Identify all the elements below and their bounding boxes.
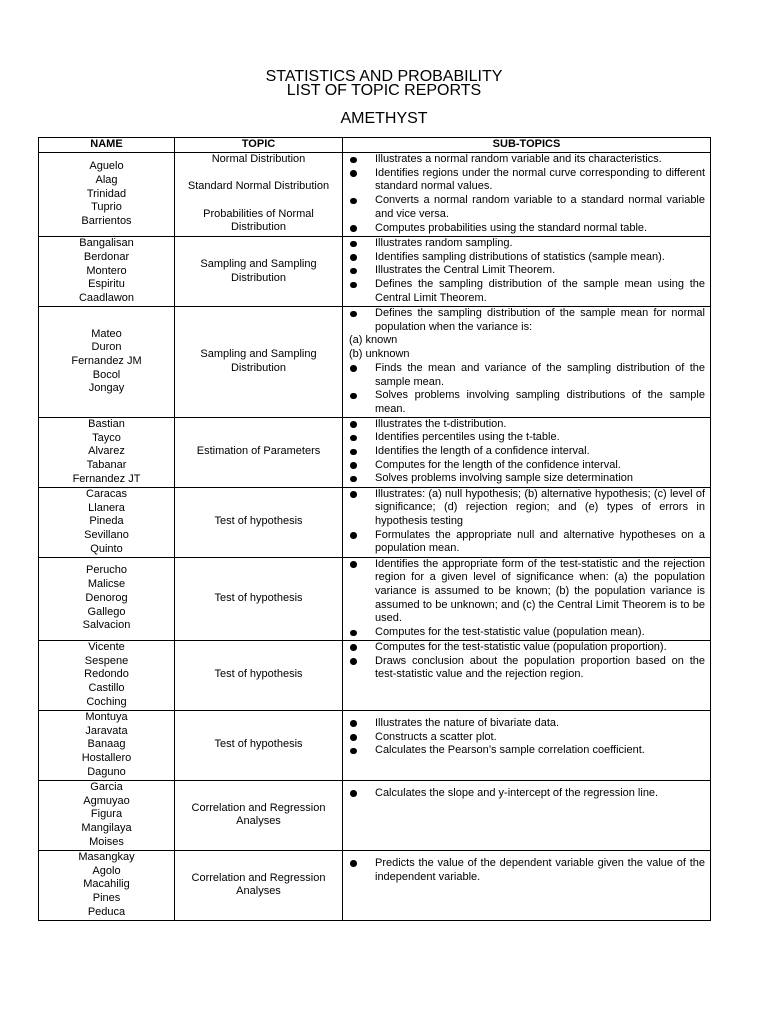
sub-topic-item: [343, 348, 705, 362]
student-name: Bocol: [92, 368, 121, 381]
student-name: Tabanar: [86, 458, 127, 471]
topic-cell: [175, 710, 343, 780]
sub-topic-item: [343, 389, 705, 416]
topic-text: Analyses: [236, 885, 281, 898]
sub-topic-text: Illustrates a normal random variable and its characteristics.: [375, 153, 662, 165]
sub-topic-text: Illustrates: (a) null hypothesis; (b) alternative hypothesis; (c) level of significance; (d) rejection region; and (e) types of errors in hypothesis testing: [375, 487, 705, 528]
student-name: Tayco: [92, 431, 121, 444]
student-name: Trinidad: [86, 187, 127, 200]
student-name: Pineda: [89, 515, 124, 528]
bullet-icon: [343, 731, 375, 745]
table-row: [39, 710, 711, 780]
sub-topic-item: [343, 334, 705, 348]
student-name: Denorog: [85, 591, 128, 604]
sub-topic-item: [343, 418, 705, 432]
student-name: Hostallero: [81, 752, 132, 765]
bullet-icon: [343, 194, 375, 221]
topic-cell: [175, 850, 343, 920]
student-name: Jongay: [88, 382, 125, 395]
names-cell: [39, 780, 175, 850]
topic-cell: [175, 487, 343, 557]
names-cell: [39, 557, 175, 640]
student-name: Sespene: [84, 654, 129, 667]
sub-topic-item: [343, 167, 705, 194]
sub-topics-cell: [343, 780, 711, 850]
topic-reports-table: [38, 137, 711, 921]
bullet-icon: [343, 278, 375, 305]
topic-cell: [175, 237, 343, 307]
topic-text: Distribution: [230, 221, 287, 234]
sub-topic-item: [343, 222, 705, 236]
sub-topic-item: [343, 362, 705, 389]
student-name: Agmuyao: [83, 794, 130, 807]
sub-topic-text: Solves problems involving sample size determination: [375, 472, 634, 485]
student-name: Daguno: [87, 765, 126, 778]
student-name: Banaag: [87, 738, 126, 751]
bullet-icon: [343, 717, 375, 731]
student-name: Jaravata: [85, 724, 128, 737]
student-name: Fernandez JT: [72, 472, 141, 485]
document-subtitle: LIST OF TOPIC REPORTS: [286, 82, 482, 99]
sub-topic-text: Illustrates the t-distribution.: [375, 417, 507, 430]
table-row: [39, 850, 711, 920]
sub-topic-text: Illustrates the Central Limit Theorem.: [375, 264, 556, 277]
student-name: Montuya: [85, 711, 128, 724]
sub-topic-item: [343, 431, 705, 445]
sub-topic-item: [343, 744, 705, 758]
sub-topic-text: Solves problems involving sampling distributions of the sample mean.: [375, 389, 705, 415]
topic-text: Analyses: [236, 815, 281, 828]
student-name: Bangalisan: [79, 237, 134, 250]
names-cell: [39, 487, 175, 557]
bullet-icon: [343, 529, 375, 556]
student-name: Sevillano: [84, 528, 129, 541]
sub-topic-item: [343, 307, 705, 334]
topic-cell: [175, 557, 343, 640]
topic-text: Correlation and Regression: [191, 871, 326, 884]
bullet-icon: [343, 222, 375, 236]
sub-topic-item: [343, 488, 705, 529]
sub-topics-cell: [343, 153, 711, 237]
sub-topic-text: Calculates the slope and y-intercept of the regression line.: [375, 786, 659, 799]
table-row: [39, 153, 711, 237]
names-cell: [39, 710, 175, 780]
sub-topic-item: [343, 787, 705, 801]
bullet-icon: [343, 626, 375, 640]
student-name: Moises: [89, 835, 124, 848]
sub-topic-item: [343, 237, 705, 251]
bullet-icon: [343, 307, 375, 334]
topic-cell: [175, 640, 343, 710]
topic-text: Normal Distribution: [211, 153, 306, 165]
student-name: Garcia: [90, 781, 123, 794]
bullet-icon: [343, 431, 375, 445]
student-name: Castillo: [88, 682, 125, 695]
sub-topic-text: Draws conclusion about the population proportion based on the test-statistic value and the rejection region.: [375, 654, 705, 681]
student-name: Salvacion: [82, 619, 131, 632]
bullet-icon: [343, 237, 375, 251]
bullet-icon: [343, 167, 375, 194]
topic-text: Standard Normal Distribution: [187, 180, 330, 193]
bullet-icon: [343, 787, 375, 801]
student-name: Coching: [86, 695, 127, 708]
topic-cell: [175, 417, 343, 487]
student-name: Alag: [95, 173, 118, 186]
sub-topic-item: [343, 153, 705, 167]
sub-topic-text: (b) unknown: [349, 348, 410, 361]
table-row: [39, 557, 711, 640]
topic-text: Distribution: [230, 361, 287, 374]
topic-text: [175, 167, 342, 181]
student-name: Berdonar: [83, 250, 130, 263]
student-name: Gallego: [87, 605, 126, 618]
topic-text: Distribution: [230, 271, 287, 284]
names-cell: [39, 307, 175, 418]
topic-text: Correlation and Regression: [191, 801, 326, 814]
topic-text: Test of hypothesis: [214, 738, 303, 751]
sub-topic-text: Defines the sampling distribution of the sample mean for normal population when the variance is:: [375, 307, 705, 333]
sub-topic-text: Calculates the Pearson’s sample correlation coefficient.: [375, 744, 645, 757]
sub-topics-cell: [343, 640, 711, 710]
bullet-icon: [343, 264, 375, 278]
topic-cell: [175, 780, 343, 850]
sub-topic-text: Identifies the appropriate form of the test-statistic and the rejection region for a given level of significance when: (a) the population variance is assumed to be known; (b) the population variance is assumed to be unknown; and (c) the Central Limit Theorem is to be used.: [375, 557, 705, 625]
sub-topic-item: [343, 472, 705, 486]
sub-topic-text: Defines the sampling distribution of the sample mean using the Central Limit Theorem.: [375, 278, 705, 304]
topic-text: Sampling and Sampling: [200, 348, 317, 361]
student-name: Barrientos: [81, 215, 132, 228]
student-name: Tuprio: [91, 201, 122, 214]
sub-topic-text: Finds the mean and variance of the sampling distribution of the sample mean.: [375, 361, 705, 388]
bullet-icon: [343, 744, 375, 758]
student-name: Espiritu: [88, 278, 125, 291]
table-row: [39, 780, 711, 850]
student-name: Llanera: [88, 501, 125, 514]
sub-topic-text: Computes for the test-statistic value (population mean).: [375, 626, 645, 639]
column-header-topic: TOPIC: [175, 138, 343, 153]
sub-topic-item: [343, 445, 705, 459]
student-name: Masangkay: [78, 851, 135, 864]
student-name: Perucho: [86, 564, 127, 577]
table-row: [39, 487, 711, 557]
student-name: Agolo: [92, 864, 121, 877]
topic-text: [175, 194, 342, 208]
table-header-row: [39, 138, 711, 153]
student-name: Macahilig: [83, 878, 130, 891]
sub-topic-item: [343, 558, 705, 627]
sub-topics-cell: [343, 487, 711, 557]
student-name: Redondo: [84, 668, 129, 681]
topic-text: Sampling and Sampling: [200, 257, 317, 270]
column-header-sub-topics: SUB-TOPICS: [343, 138, 711, 153]
bullet-icon: [343, 251, 375, 265]
student-name: Fernandez JM: [71, 354, 142, 367]
student-name: Bastian: [88, 417, 125, 430]
student-name: Mangilaya: [81, 822, 132, 835]
bullet-icon: [343, 857, 375, 884]
names-cell: [39, 640, 175, 710]
sub-topic-item: [343, 655, 705, 682]
student-name: Alvarez: [88, 445, 125, 458]
sub-topic-text: Converts a normal random variable to a standard normal variable and vice versa.: [375, 194, 705, 220]
sub-topic-text: Computes for the test-statistic value (population proportion).: [375, 640, 667, 653]
bullet-icon: [343, 153, 375, 167]
topic-cell: [175, 153, 343, 237]
bullet-icon: [343, 389, 375, 416]
sub-topic-text: Predicts the value of the dependent variable given the value of the independent variable.: [375, 856, 705, 883]
sub-topic-item: [343, 717, 705, 731]
student-name: Montero: [86, 264, 127, 277]
names-cell: [39, 850, 175, 920]
student-name: Caadlawon: [78, 292, 135, 305]
column-header-name: NAME: [39, 138, 175, 153]
student-name: Caracas: [86, 487, 127, 500]
student-name: Figura: [90, 808, 123, 821]
sub-topic-text: (a) known: [349, 334, 398, 347]
names-cell: [39, 237, 175, 307]
bullet-icon: [343, 641, 375, 655]
topic-text: Probabilities of Normal: [203, 207, 314, 220]
sub-topic-item: [343, 264, 705, 278]
table-row: [39, 417, 711, 487]
sub-topic-text: Identifies the length of a confidence interval.: [375, 445, 590, 458]
student-name: Peduca: [87, 905, 126, 918]
student-name: Mateo: [91, 327, 122, 340]
table-row: [39, 237, 711, 307]
sub-topic-text: Illustrates the nature of bivariate data.: [375, 716, 560, 729]
table-row: [39, 307, 711, 418]
sub-topics-cell: [343, 237, 711, 307]
bullet-icon: [343, 472, 375, 486]
sub-topic-text: Identifies percentiles using the t-table.: [375, 431, 560, 444]
document-title: STATISTICS AND PROBABILITY: [265, 68, 503, 85]
topic-text: Test of hypothesis: [214, 668, 303, 681]
group-name: AMETHYST: [340, 110, 428, 127]
student-name: Pines: [92, 892, 121, 905]
sub-topic-text: Identifies sampling distributions of statistics (sample mean).: [375, 250, 665, 263]
sub-topic-text: Computes probabilities using the standard normal table.: [375, 221, 648, 234]
sub-topics-cell: [343, 850, 711, 920]
sub-topic-item: [343, 251, 705, 265]
table-row: [39, 640, 711, 710]
bullet-icon: [343, 418, 375, 432]
sub-topic-item: [343, 278, 705, 305]
sub-topic-item: [343, 194, 705, 221]
student-name: Malicse: [87, 578, 126, 591]
sub-topic-text: Formulates the appropriate null and alternative hypotheses on a population mean.: [375, 528, 705, 555]
topic-text: Test of hypothesis: [214, 591, 303, 604]
student-name: Vicente: [88, 641, 125, 654]
sub-topics-cell: [343, 307, 711, 418]
sub-topics-cell: [343, 710, 711, 780]
topic-text: Test of hypothesis: [214, 515, 303, 528]
sub-topic-text: Computes for the length of the confidence interval.: [375, 458, 621, 471]
sub-topic-item: [343, 857, 705, 884]
sub-topic-text: Illustrates random sampling.: [375, 237, 513, 249]
bullet-icon: [343, 558, 375, 627]
sub-topic-item: [343, 641, 705, 655]
bullet-icon: [343, 459, 375, 473]
bullet-icon: [343, 488, 375, 529]
topic-text: Estimation of Parameters: [196, 445, 321, 458]
sub-topic-text: Identifies regions under the normal curve corresponding to different standard normal values.: [375, 166, 705, 193]
sub-topic-text: Constructs a scatter plot.: [375, 730, 497, 743]
student-name: Aguelo: [89, 160, 124, 173]
sub-topic-item: [343, 731, 705, 745]
sub-topic-item: [343, 529, 705, 556]
bullet-icon: [343, 655, 375, 682]
bullet-icon: [343, 362, 375, 389]
topic-cell: [175, 307, 343, 418]
table-body: [39, 153, 711, 921]
student-name: Quinto: [90, 542, 123, 555]
student-name: Duron: [91, 341, 122, 354]
names-cell: [39, 153, 175, 237]
sub-topics-cell: [343, 557, 711, 640]
sub-topic-item: [343, 459, 705, 473]
names-cell: [39, 417, 175, 487]
sub-topic-item: [343, 626, 705, 640]
sub-topics-cell: [343, 417, 711, 487]
bullet-icon: [343, 445, 375, 459]
